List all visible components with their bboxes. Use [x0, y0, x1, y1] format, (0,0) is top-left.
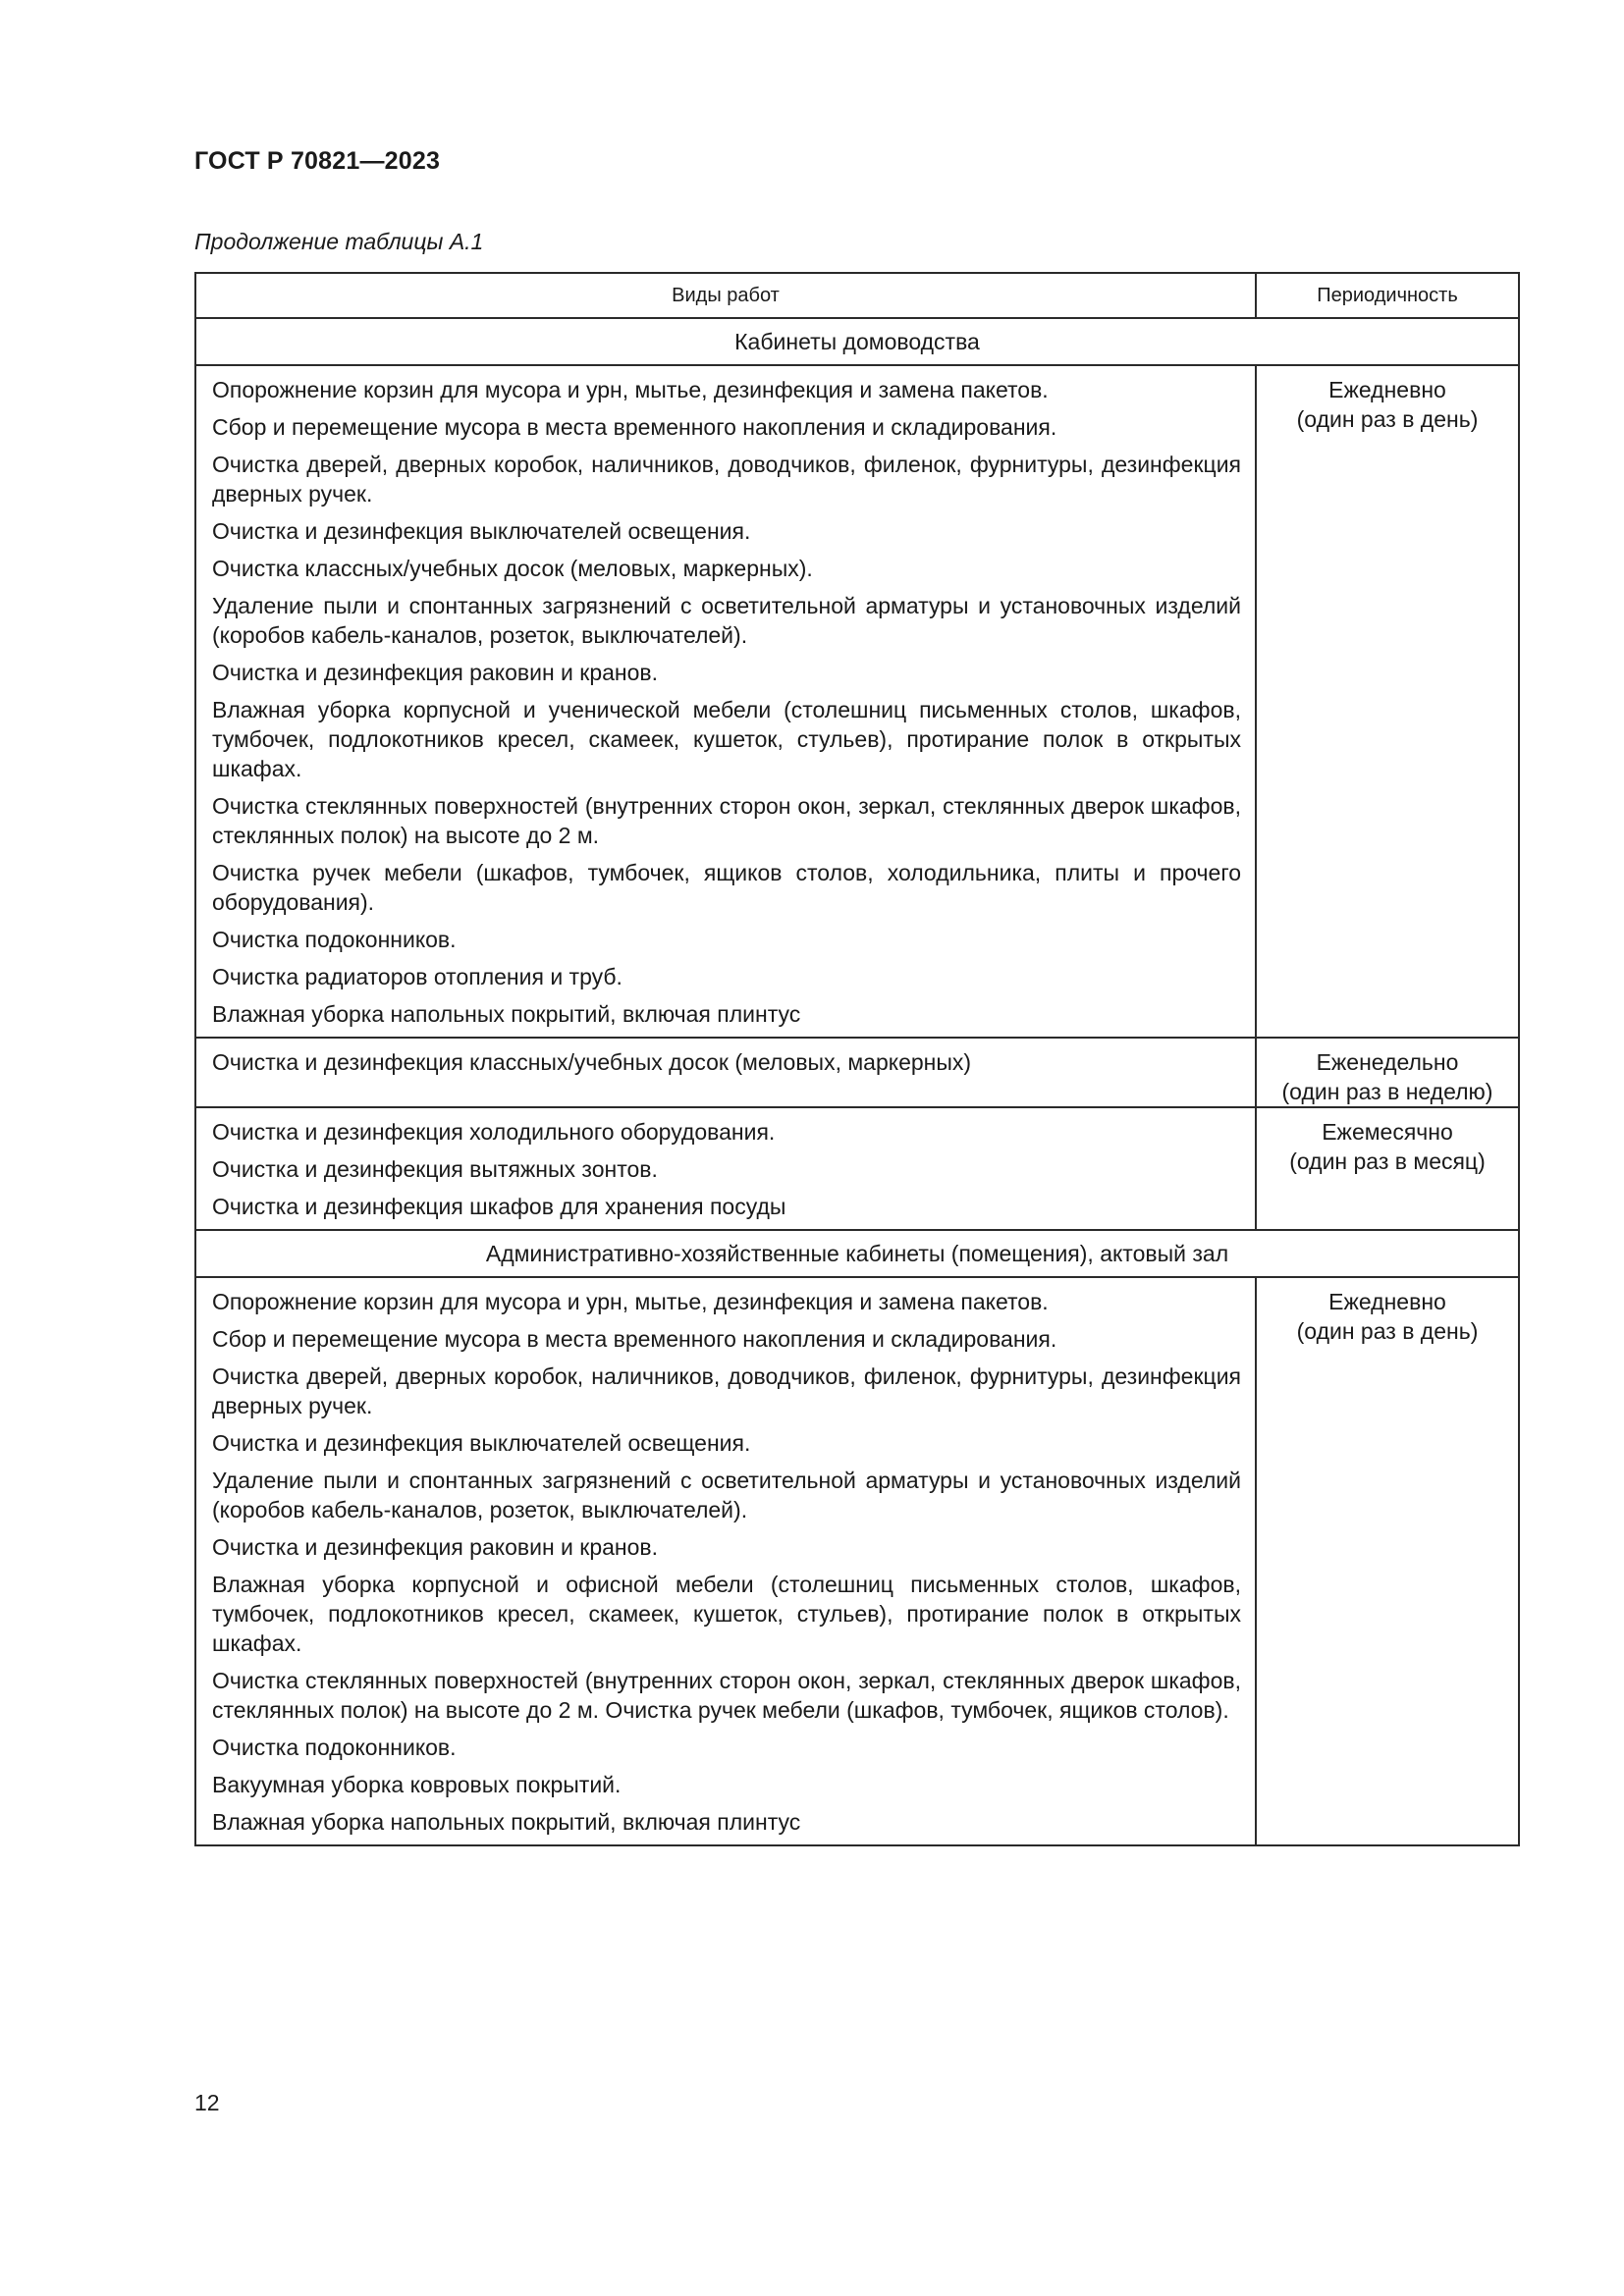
- section-title: Кабинеты домоводства: [195, 318, 1519, 365]
- works-cell: [195, 1107, 1256, 1230]
- table-caption: Продолжение таблицы А.1: [194, 229, 484, 254]
- period-name: Ежедневно: [1328, 377, 1446, 402]
- section-row: [195, 1230, 1519, 1277]
- section-title: Административно-хозяйственные кабинеты (помещения), актовый зал: [195, 1230, 1519, 1277]
- table-body: [195, 318, 1519, 1845]
- table-row: [195, 1038, 1519, 1107]
- work-item: Влажная уборка корпусной и ученической мебели (столешниц письменных столов, шкафов, тумбочек, подлокотников кресел, скамеек, кушеток, стульев), протирание полок в открытых шкафах.: [212, 697, 1241, 781]
- work-item: Очистка дверей, дверных коробок, наличников, доводчиков, филенок, фурнитуры, дезинфекция дверных ручек.: [212, 1363, 1241, 1418]
- works-cell: [195, 1277, 1256, 1845]
- page-number: 12: [194, 2090, 220, 2115]
- work-item: Очистка и дезинфекция классных/учебных досок (меловых, маркерных): [212, 1049, 972, 1075]
- table-header-row: [195, 273, 1519, 318]
- work-item: Влажная уборка корпусной и офисной мебели (столешниц письменных столов, шкафов, тумбочек, подлокотников кресел, скамеек, кушеток, стульев), протирание полок в открытых шкафах.: [212, 1572, 1241, 1656]
- works-table: [194, 272, 1520, 1846]
- works-cell: [195, 365, 1256, 1038]
- period-note: (один раз в день): [1296, 406, 1479, 432]
- table-row: [195, 1107, 1519, 1230]
- period-note: (один раз в неделю): [1281, 1079, 1493, 1104]
- period-name: Еженедельно: [1316, 1049, 1459, 1075]
- document-code: ГОСТ Р 70821—2023: [194, 147, 441, 175]
- work-item: Влажная уборка напольных покрытий, включая плинтус: [212, 1001, 801, 1027]
- work-item: Очистка и дезинфекция выключателей освещения.: [212, 518, 751, 544]
- period-cell: [1256, 1038, 1519, 1107]
- work-item: Сбор и перемещение мусора в места временного накопления и складирования.: [212, 1326, 1057, 1352]
- work-item: Очистка дверей, дверных коробок, наличников, доводчиков, филенок, фурнитуры, дезинфекция дверных ручек.: [212, 452, 1241, 507]
- period-cell: [1256, 1107, 1519, 1230]
- table-row: [195, 1277, 1519, 1845]
- period-name: Ежемесячно: [1322, 1119, 1453, 1145]
- work-item: Очистка и дезинфекция холодильного оборудования.: [212, 1119, 776, 1145]
- period-note: (один раз в день): [1296, 1318, 1479, 1344]
- work-item: Очистка и дезинфекция вытяжных зонтов.: [212, 1156, 658, 1182]
- work-item: Очистка и дезинфекция раковин и кранов.: [212, 660, 659, 685]
- work-item: Очистка подоконников.: [212, 1735, 457, 1760]
- work-item: Удаление пыли и спонтанных загрязнений с осветительной арматуры и установочных изделий (коробов кабель-каналов, розеток, выключателей).: [212, 1468, 1241, 1522]
- work-item: Очистка стеклянных поверхностей (внутренних сторон окон, зеркал, стеклянных дверок шкафов, стеклянных полок) на высоте до 2 м.: [212, 793, 1241, 848]
- work-item: Очистка классных/учебных досок (меловых, маркерных).: [212, 556, 813, 581]
- work-item: Очистка и дезинфекция шкафов для хранения посуды: [212, 1194, 786, 1219]
- work-item: Очистка подоконников.: [212, 927, 457, 952]
- period-note: (один раз в месяц): [1289, 1148, 1486, 1174]
- work-item: Опорожнение корзин для мусора и урн, мытье, дезинфекция и замена пакетов.: [212, 1289, 1049, 1314]
- period-cell: [1256, 1277, 1519, 1845]
- work-item: Влажная уборка напольных покрытий, включая плинтус: [212, 1809, 801, 1835]
- section-row: [195, 318, 1519, 365]
- work-item: Вакуумная уборка ковровых покрытий.: [212, 1772, 622, 1797]
- works-cell: [195, 1038, 1256, 1107]
- column-header-works: Виды работ: [195, 273, 1256, 318]
- work-item: Очистка и дезинфекция раковин и кранов.: [212, 1534, 659, 1560]
- table-row: [195, 365, 1519, 1038]
- column-header-period: Периодичность: [1256, 273, 1519, 318]
- work-item: Очистка ручек мебели (шкафов, тумбочек, ящиков столов, холодильника, плиты и прочего оборудования).: [212, 860, 1241, 915]
- work-item: Удаление пыли и спонтанных загрязнений с осветительной арматуры и установочных изделий (коробов кабель-каналов, розеток, выключателей).: [212, 593, 1241, 648]
- period-name: Ежедневно: [1328, 1289, 1446, 1314]
- work-item: Очистка и дезинфекция выключателей освещения.: [212, 1430, 751, 1456]
- work-item: Очистка радиаторов отопления и труб.: [212, 964, 623, 989]
- work-item: Очистка стеклянных поверхностей (внутренних сторон окон, зеркал, стеклянных дверок шкафов, стеклянных полок) на высоте до 2 м. Очистка ручек мебели (шкафов, тумбочек, ящиков столов).: [212, 1668, 1241, 1723]
- work-item: Сбор и перемещение мусора в места временного накопления и складирования.: [212, 414, 1057, 440]
- work-item: Опорожнение корзин для мусора и урн, мытье, дезинфекция и замена пакетов.: [212, 377, 1049, 402]
- period-cell: [1256, 365, 1519, 1038]
